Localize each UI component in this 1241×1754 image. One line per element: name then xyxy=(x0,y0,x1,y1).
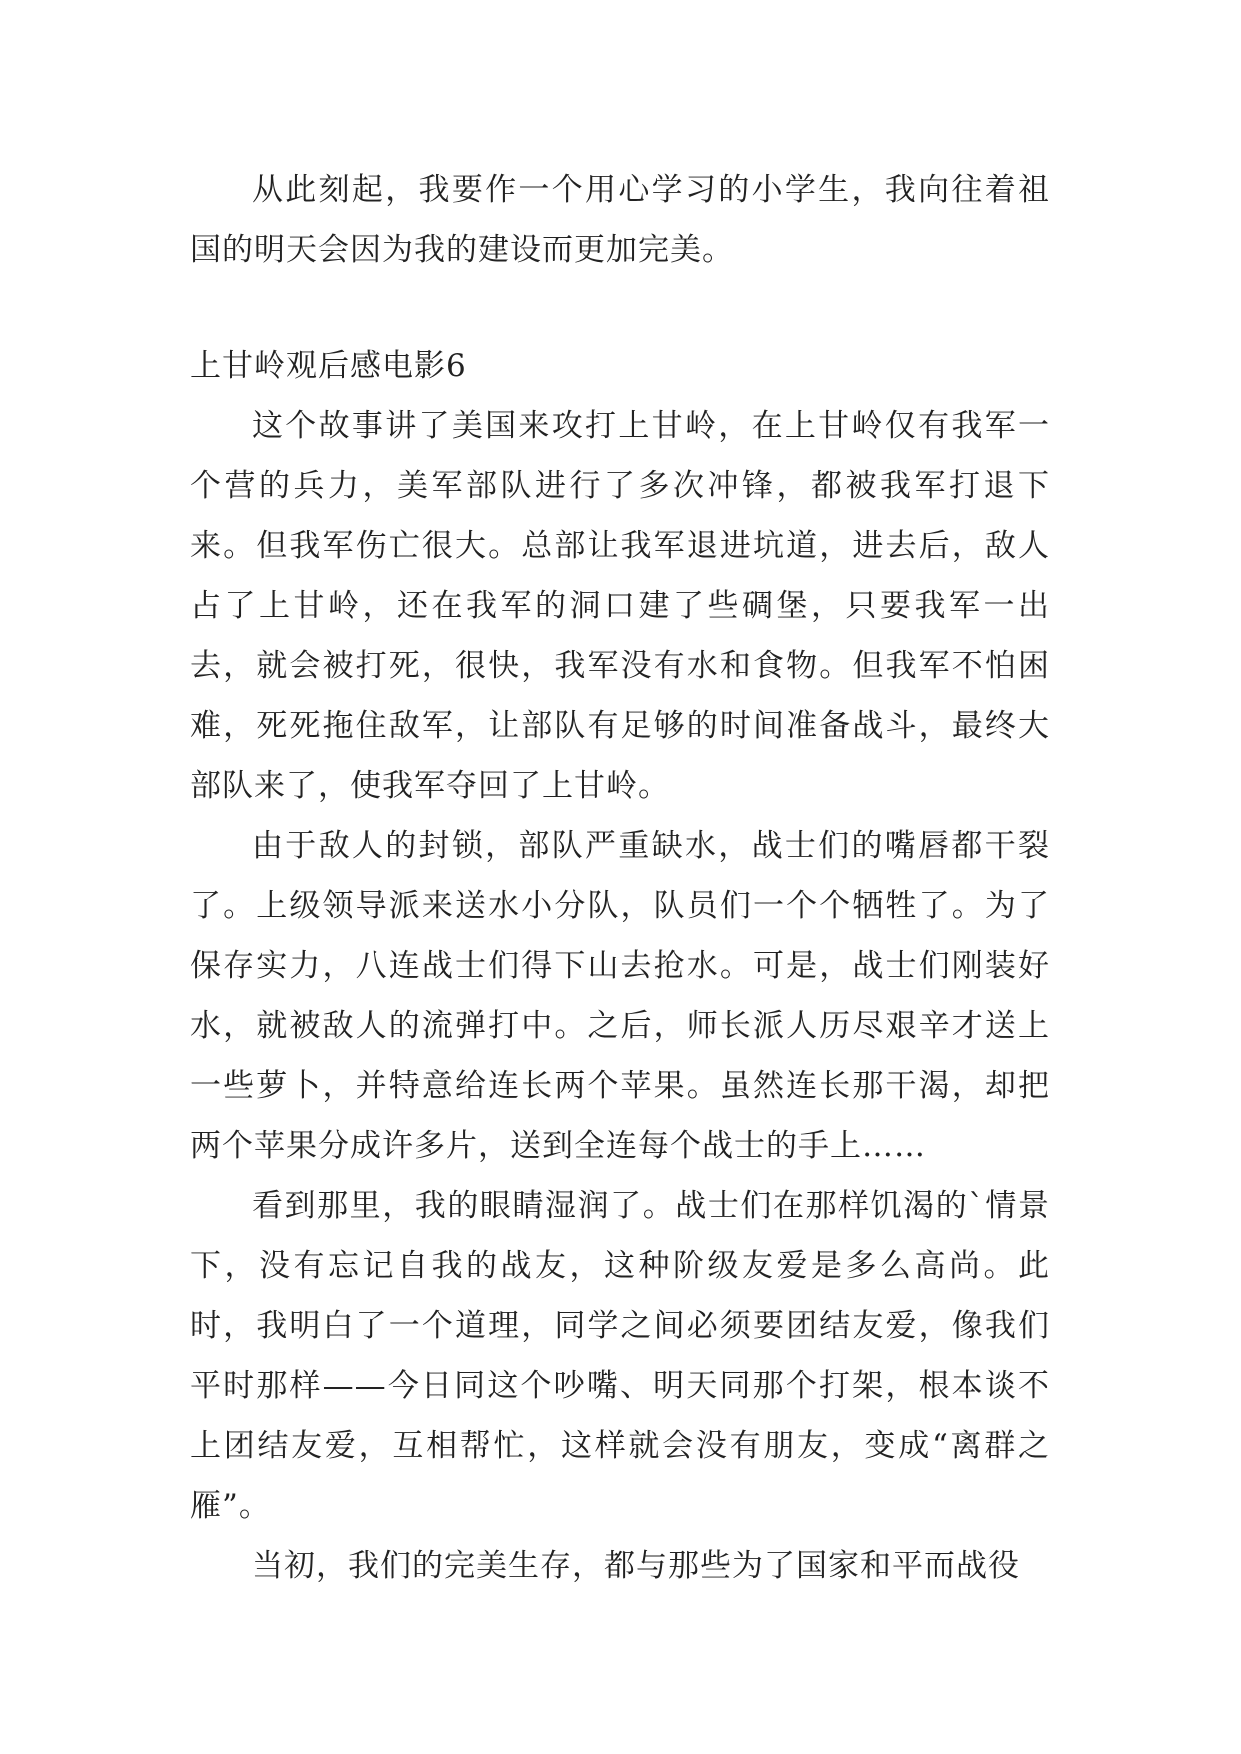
essay-section xyxy=(190,336,1050,1596)
intro-section xyxy=(190,160,1050,280)
section-title: 上甘岭观后感电影6 xyxy=(190,348,467,384)
body-paragraph: 由于敌人的封锁，部队严重缺水，战士们的嘴唇都干裂了。上级领导派来送水小分队，队员们一个个牺牲了。为了保存实力，八连战士们得下山去抢水。可是，战士们刚装好水，就被敌人的流弹打中。之后，师长派人历尽艰辛才送上一些萝卜，并特意给连长两个苹果。虽然连长那干渴，却把两个苹果分成许多片，送到全连每个战士的手上…… xyxy=(190,828,1050,1164)
body-paragraph: 看到那里，我的眼睛湿润了。战士们在那样饥渴的`情景下，没有忘记自我的战友，这种阶级友爱是多么高尚。此时，我明白了一个道理，同学之间必须要团结友爱，像我们平时那样——今日同这个吵嘴、明天同那个打架，根本谈不上团结友爱，互相帮忙，这样就会没有朋友，变成“离群之雁”。 xyxy=(190,1188,1050,1524)
intro-paragraph: 从此刻起，我要作一个用心学习的小学生，我向往着祖国的明天会因为我的建设而更加完美。 xyxy=(190,172,1050,268)
body-paragraph: 这个故事讲了美国来攻打上甘岭，在上甘岭仅有我军一个营的兵力，美军部队进行了多次冲锋，都被我军打退下来。但我军伤亡很大。总部让我军退进坑道，进去后，敌人占了上甘岭，还在我军的洞口建了些碉堡，只要我军一出去，就会被打死，很快，我军没有水和食物。但我军不怕困难，死死拖住敌军，让部队有足够的时间准备战斗，最终大部队来了，使我军夺回了上甘岭。 xyxy=(190,408,1050,804)
body-paragraph: 当初，我们的完美生存，都与那些为了国家和平而战役 xyxy=(252,1548,1020,1584)
